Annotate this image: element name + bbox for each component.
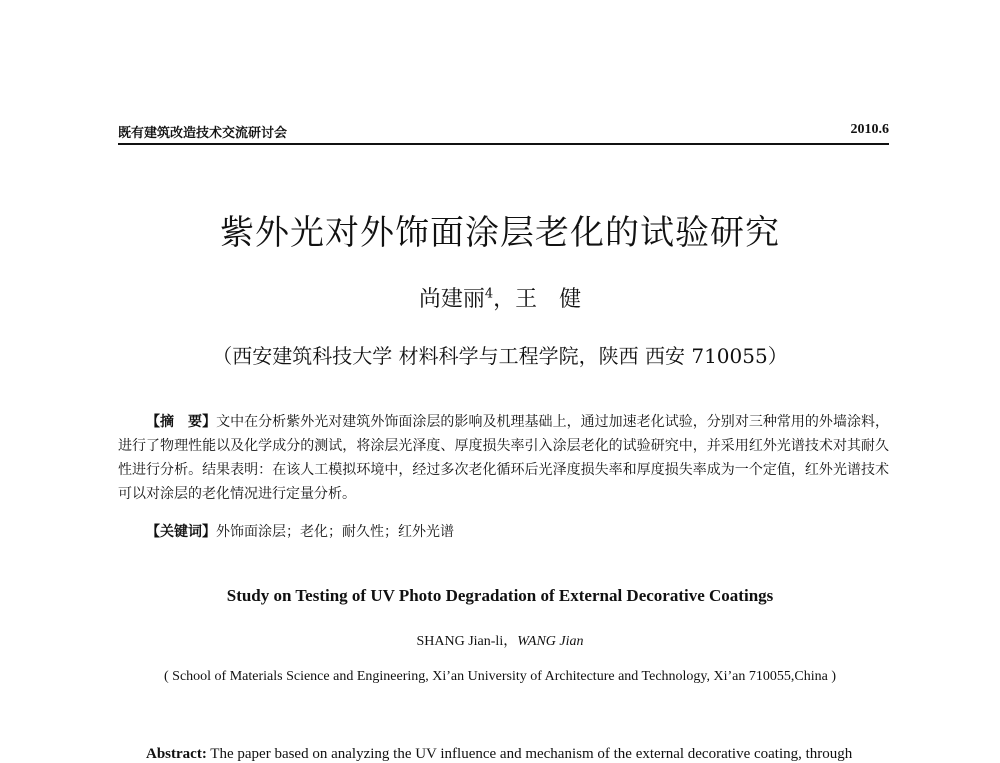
affiliation-en: ( School of Materials Science and Engineering, Xi’an University of Architecture and Technology, Xi’an 710055,China ) bbox=[164, 669, 836, 684]
abstract-cn-label: 【摘 要】 bbox=[146, 414, 217, 430]
author-first: 尚建丽 bbox=[418, 287, 485, 312]
author-en-second: WANG Jian bbox=[517, 634, 584, 649]
keywords-cn-text: 外饰面涂层；老化；耐久性；红外光谱 bbox=[216, 524, 454, 540]
keywords-cn-label: 【关键词】 bbox=[146, 524, 216, 540]
abstract-cn-paragraph bbox=[118, 410, 889, 506]
affiliation-cn: （西安建筑科技大学 材料科学与工程学院，陕西 西安 710055） bbox=[212, 344, 788, 368]
abstract-en-label: Abstract: bbox=[146, 746, 207, 762]
abstract-en-text: The paper based on analyzing the UV influence and mechanism of the external decorative coating, through bbox=[206, 746, 853, 762]
author-footnote-mark: 4 bbox=[484, 286, 494, 302]
authors-en bbox=[0, 630, 1000, 650]
abstract-en bbox=[146, 746, 889, 763]
header-rule bbox=[118, 143, 889, 145]
author-second: 王 健 bbox=[515, 287, 582, 312]
keywords-cn bbox=[118, 520, 889, 544]
paper-title-en: Study on Testing of UV Photo Degradation of External Decorative Coatings bbox=[226, 586, 774, 605]
abstract-cn-text: 文中在分析紫外光对建筑外饰面涂层的影响及机理基础上，通过加速老化试验，分别对三种常用的外墙涂料，进行了物理性能以及化学成分的测试，将涂层光泽度、厚度损失率引入涂层老化的试验研究中，并采用红外光谱技术对其耐久性进行分析。结果表明：在该人工模拟环境中，经过多次老化循环后光泽度损失率和厚度损失率成为一个定值，红外光谱技术可以对涂层的老化情况进行定量分析。 bbox=[118, 414, 890, 502]
author-en-first: SHANG Jian-li， bbox=[416, 634, 518, 649]
authors-cn bbox=[0, 282, 1000, 313]
running-header bbox=[118, 122, 889, 144]
issue-date: 2010.6 bbox=[850, 122, 889, 137]
journal-name: 既有建筑改造技术交流研讨会 bbox=[118, 126, 288, 141]
abstract-cn bbox=[118, 410, 889, 506]
author-separator: ， bbox=[493, 287, 516, 312]
paper-title: 紫外光对外饰面涂层老化的试验研究 bbox=[220, 213, 780, 253]
